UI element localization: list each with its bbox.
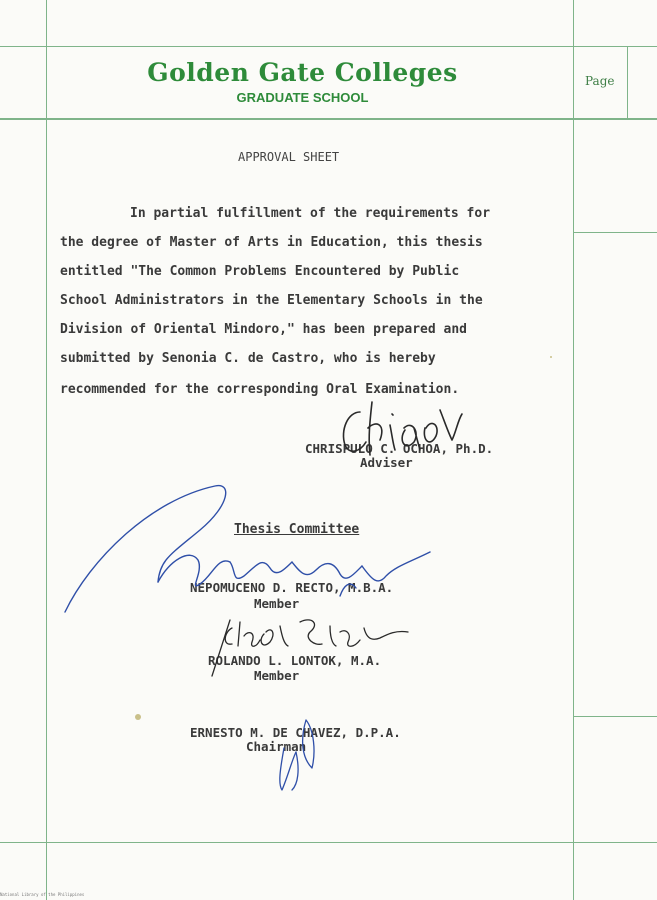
footer-note: National Library of the Philippines — [0, 892, 85, 897]
body-line: recommended for the corresponding Oral Examination. — [60, 382, 460, 397]
committee-chairman-name: ERNESTO M. DE CHAVEZ, D.P.A. — [190, 725, 401, 740]
committee-member-role: Member — [254, 668, 300, 683]
document-title: APPROVAL SHEET — [238, 150, 340, 164]
college-name: Golden Gate Colleges — [147, 58, 458, 87]
committee-member-name: NEPOMUCENO D. RECTO, M.B.A. — [190, 580, 394, 595]
left-margin-rule — [46, 0, 47, 900]
header-bottom-rule — [0, 118, 657, 120]
body-line: entitled "The Common Problems Encountered by Public — [60, 264, 460, 279]
body-line: the degree of Master of Arts in Education, this thesis — [60, 235, 483, 250]
body-line: Division of Oriental Mindoro," has been prepared and — [60, 322, 467, 337]
committee-member-role: Member — [254, 596, 300, 611]
body-line: submitted by Senonia C. de Castro, who is hereby — [60, 351, 436, 366]
adviser-role: Adviser — [360, 455, 413, 470]
page-label: Page — [585, 74, 615, 88]
paper-speck — [550, 356, 552, 358]
page-box-rule — [627, 46, 628, 120]
adviser-name: CHRISPULO C. OCHOA, Ph.D. — [305, 441, 494, 456]
committee-chairman-role: Chairman — [246, 739, 307, 754]
right-column-rule — [573, 232, 657, 233]
form-bottom-rule — [0, 842, 657, 843]
body-line: In partial fulfillment of the requirements for — [130, 206, 491, 221]
committee-member-name: ROLANDO L. LONTOK, M.A. — [208, 653, 382, 668]
right-column-rule-2 — [573, 716, 657, 717]
right-margin-rule — [573, 0, 574, 900]
body-line: School Administrators in the Elementary Schools in the — [60, 293, 483, 308]
paper-speck — [135, 714, 141, 720]
school-name: GRADUATE SCHOOL — [236, 90, 369, 105]
form-top-rule — [0, 46, 657, 47]
committee-heading: Thesis Committee — [234, 522, 360, 537]
